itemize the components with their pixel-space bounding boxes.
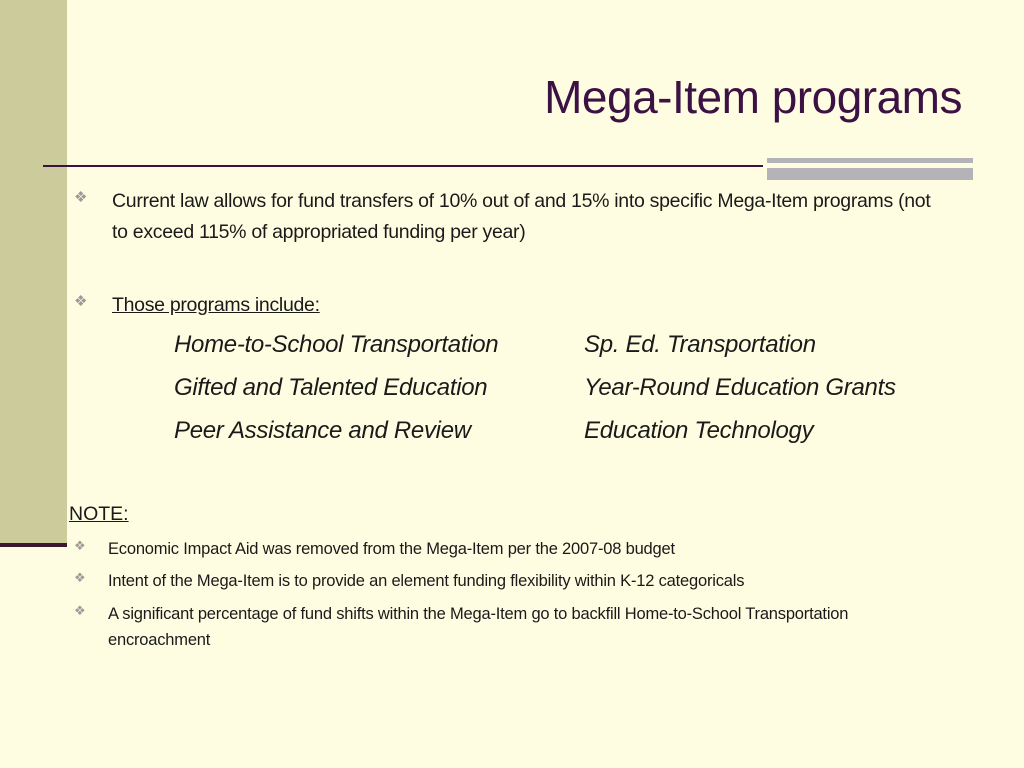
diamond-bullet-icon: ❖	[74, 538, 86, 553]
slide-title: Mega-Item programs	[544, 71, 962, 123]
side-decoration-bar	[0, 0, 67, 545]
program-row	[174, 374, 896, 402]
program-item: Gifted and Talented Education	[174, 374, 488, 401]
program-row	[174, 417, 814, 445]
note-item	[74, 601, 868, 653]
title-rule	[43, 165, 763, 167]
note-item	[74, 536, 675, 562]
diamond-bullet-icon: ❖	[74, 603, 86, 618]
program-item: Sp. Ed. Transportation	[584, 331, 816, 358]
note-text: Economic Impact Aid was removed from the Mega-Item per the 2007-08 budget	[108, 540, 675, 558]
program-row	[174, 331, 816, 359]
title-accent-bar	[767, 168, 973, 180]
diamond-bullet-icon: ❖	[74, 570, 86, 585]
bullet-text: Current law allows for fund transfers of 10% out of and 15% into specific Mega-Item programs (not to exceed 115% of appropriated funding per year)	[112, 190, 931, 243]
note-item	[74, 568, 744, 594]
note-label: NOTE:	[69, 503, 129, 525]
note-text: A significant percentage of fund shifts within the Mega-Item go to backfill Home-to-School Transportation encroachment	[108, 605, 849, 649]
diamond-bullet-icon: ❖	[74, 189, 88, 206]
bullet-text: Those programs include:	[112, 294, 320, 316]
title-accent-bar	[767, 158, 973, 163]
bullet-item	[74, 290, 320, 321]
note-text: Intent of the Mega-Item is to provide an element funding flexibility within K-12 categoricals	[108, 572, 745, 590]
program-item: Education Technology	[584, 417, 814, 444]
diamond-bullet-icon: ❖	[74, 293, 88, 310]
program-item: Peer Assistance and Review	[174, 417, 471, 444]
program-item: Year-Round Education Grants	[584, 374, 896, 401]
program-item: Home-to-School Transportation	[174, 331, 499, 358]
bullet-item	[74, 186, 954, 248]
side-decoration-line	[0, 543, 67, 547]
